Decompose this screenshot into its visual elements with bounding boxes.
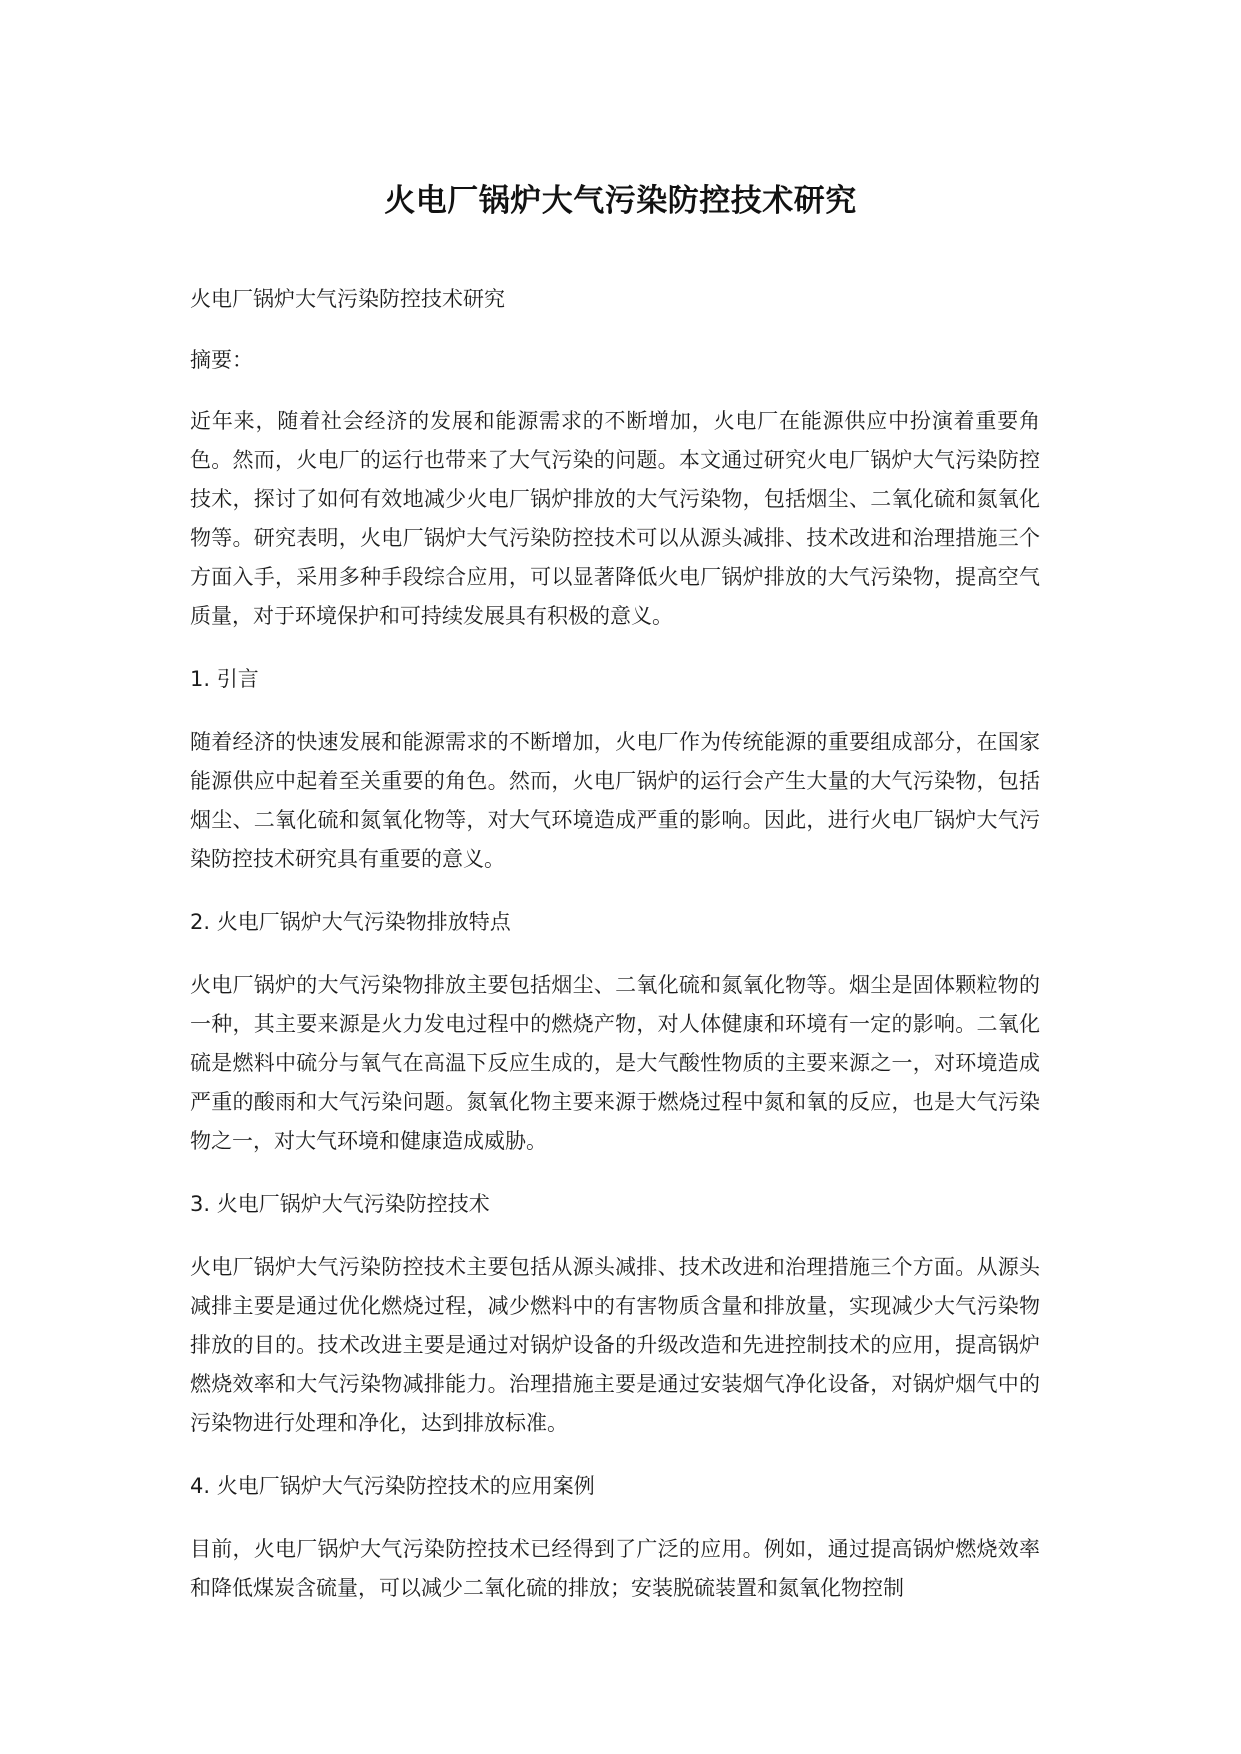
abstract-label: 摘要：	[190, 348, 253, 372]
section-heading-introduction: 1. 引言	[190, 667, 259, 691]
section-heading-application-cases: 4. 火电厂锅炉大气污染防控技术的应用案例	[190, 1474, 595, 1498]
section-heading-control-technology: 3. 火电厂锅炉大气污染防控技术	[190, 1192, 490, 1216]
section-paragraph-application-cases: 目前，火电厂锅炉大气污染防控技术已经得到了广泛的应用。例如，通过提高锅炉燃烧效率和降低煤炭含硫量，可以减少二氧化硫的排放；安装脱硫装置和氮氧化物控制	[190, 1537, 1040, 1600]
document-body	[190, 280, 1040, 1632]
section-paragraph-control-technology: 火电厂锅炉大气污染防控技术主要包括从源头减排、技术改进和治理措施三个方面。从源头减排主要是通过优化燃烧过程，减少燃料中的有害物质含量和排放量，实现减少大气污染物排放的目的。技术改进主要是通过对锅炉设备的升级改造和先进控制技术的应用，提高锅炉燃烧效率和大气污染物减排能力。治理措施主要是通过安装烟气净化设备，对锅炉烟气中的污染物进行处理和净化，达到排放标准。	[190, 1255, 1040, 1435]
abstract-paragraph: 近年来，随着社会经济的发展和能源需求的不断增加，火电厂在能源供应中扮演着重要角色。然而，火电厂的运行也带来了大气污染的问题。本文通过研究火电厂锅炉大气污染防控技术，探讨了如何有效地减少火电厂锅炉排放的大气污染物，包括烟尘、二氧化硫和氮氧化物等。研究表明，火电厂锅炉大气污染防控技术可以从源头减排、技术改进和治理措施三个方面入手，采用多种手段综合应用，可以显著降低火电厂锅炉排放的大气污染物，提高空气质量，对于环境保护和可持续发展具有积极的意义。	[190, 409, 1040, 628]
section-heading-emission-characteristics: 2. 火电厂锅炉大气污染物排放特点	[190, 910, 511, 934]
document-title: 火电厂锅炉大气污染防控技术研究	[384, 183, 857, 219]
section-paragraph-emission-characteristics: 火电厂锅炉的大气污染物排放主要包括烟尘、二氧化硫和氮氧化物等。烟尘是固体颗粒物的一种，其主要来源是火力发电过程中的燃烧产物，对人体健康和环境有一定的影响。二氧化硫是燃料中硫分与氧气在高温下反应生成的，是大气酸性物质的主要来源之一，对环境造成严重的酸雨和大气污染问题。氮氧化物主要来源于燃烧过程中氮和氧的反应，也是大气污染物之一，对大气环境和健康造成威胁。	[190, 973, 1040, 1153]
section-paragraph-introduction: 随着经济的快速发展和能源需求的不断增加，火电厂作为传统能源的重要组成部分，在国家能源供应中起着至关重要的角色。然而，火电厂锅炉的运行会产生大量的大气污染物，包括烟尘、二氧化硫和氮氧化物等，对大气环境造成严重的影响。因此，进行火电厂锅炉大气污染防控技术研究具有重要的意义。	[190, 730, 1040, 871]
document-subtitle: 火电厂锅炉大气污染防控技术研究	[190, 287, 505, 311]
